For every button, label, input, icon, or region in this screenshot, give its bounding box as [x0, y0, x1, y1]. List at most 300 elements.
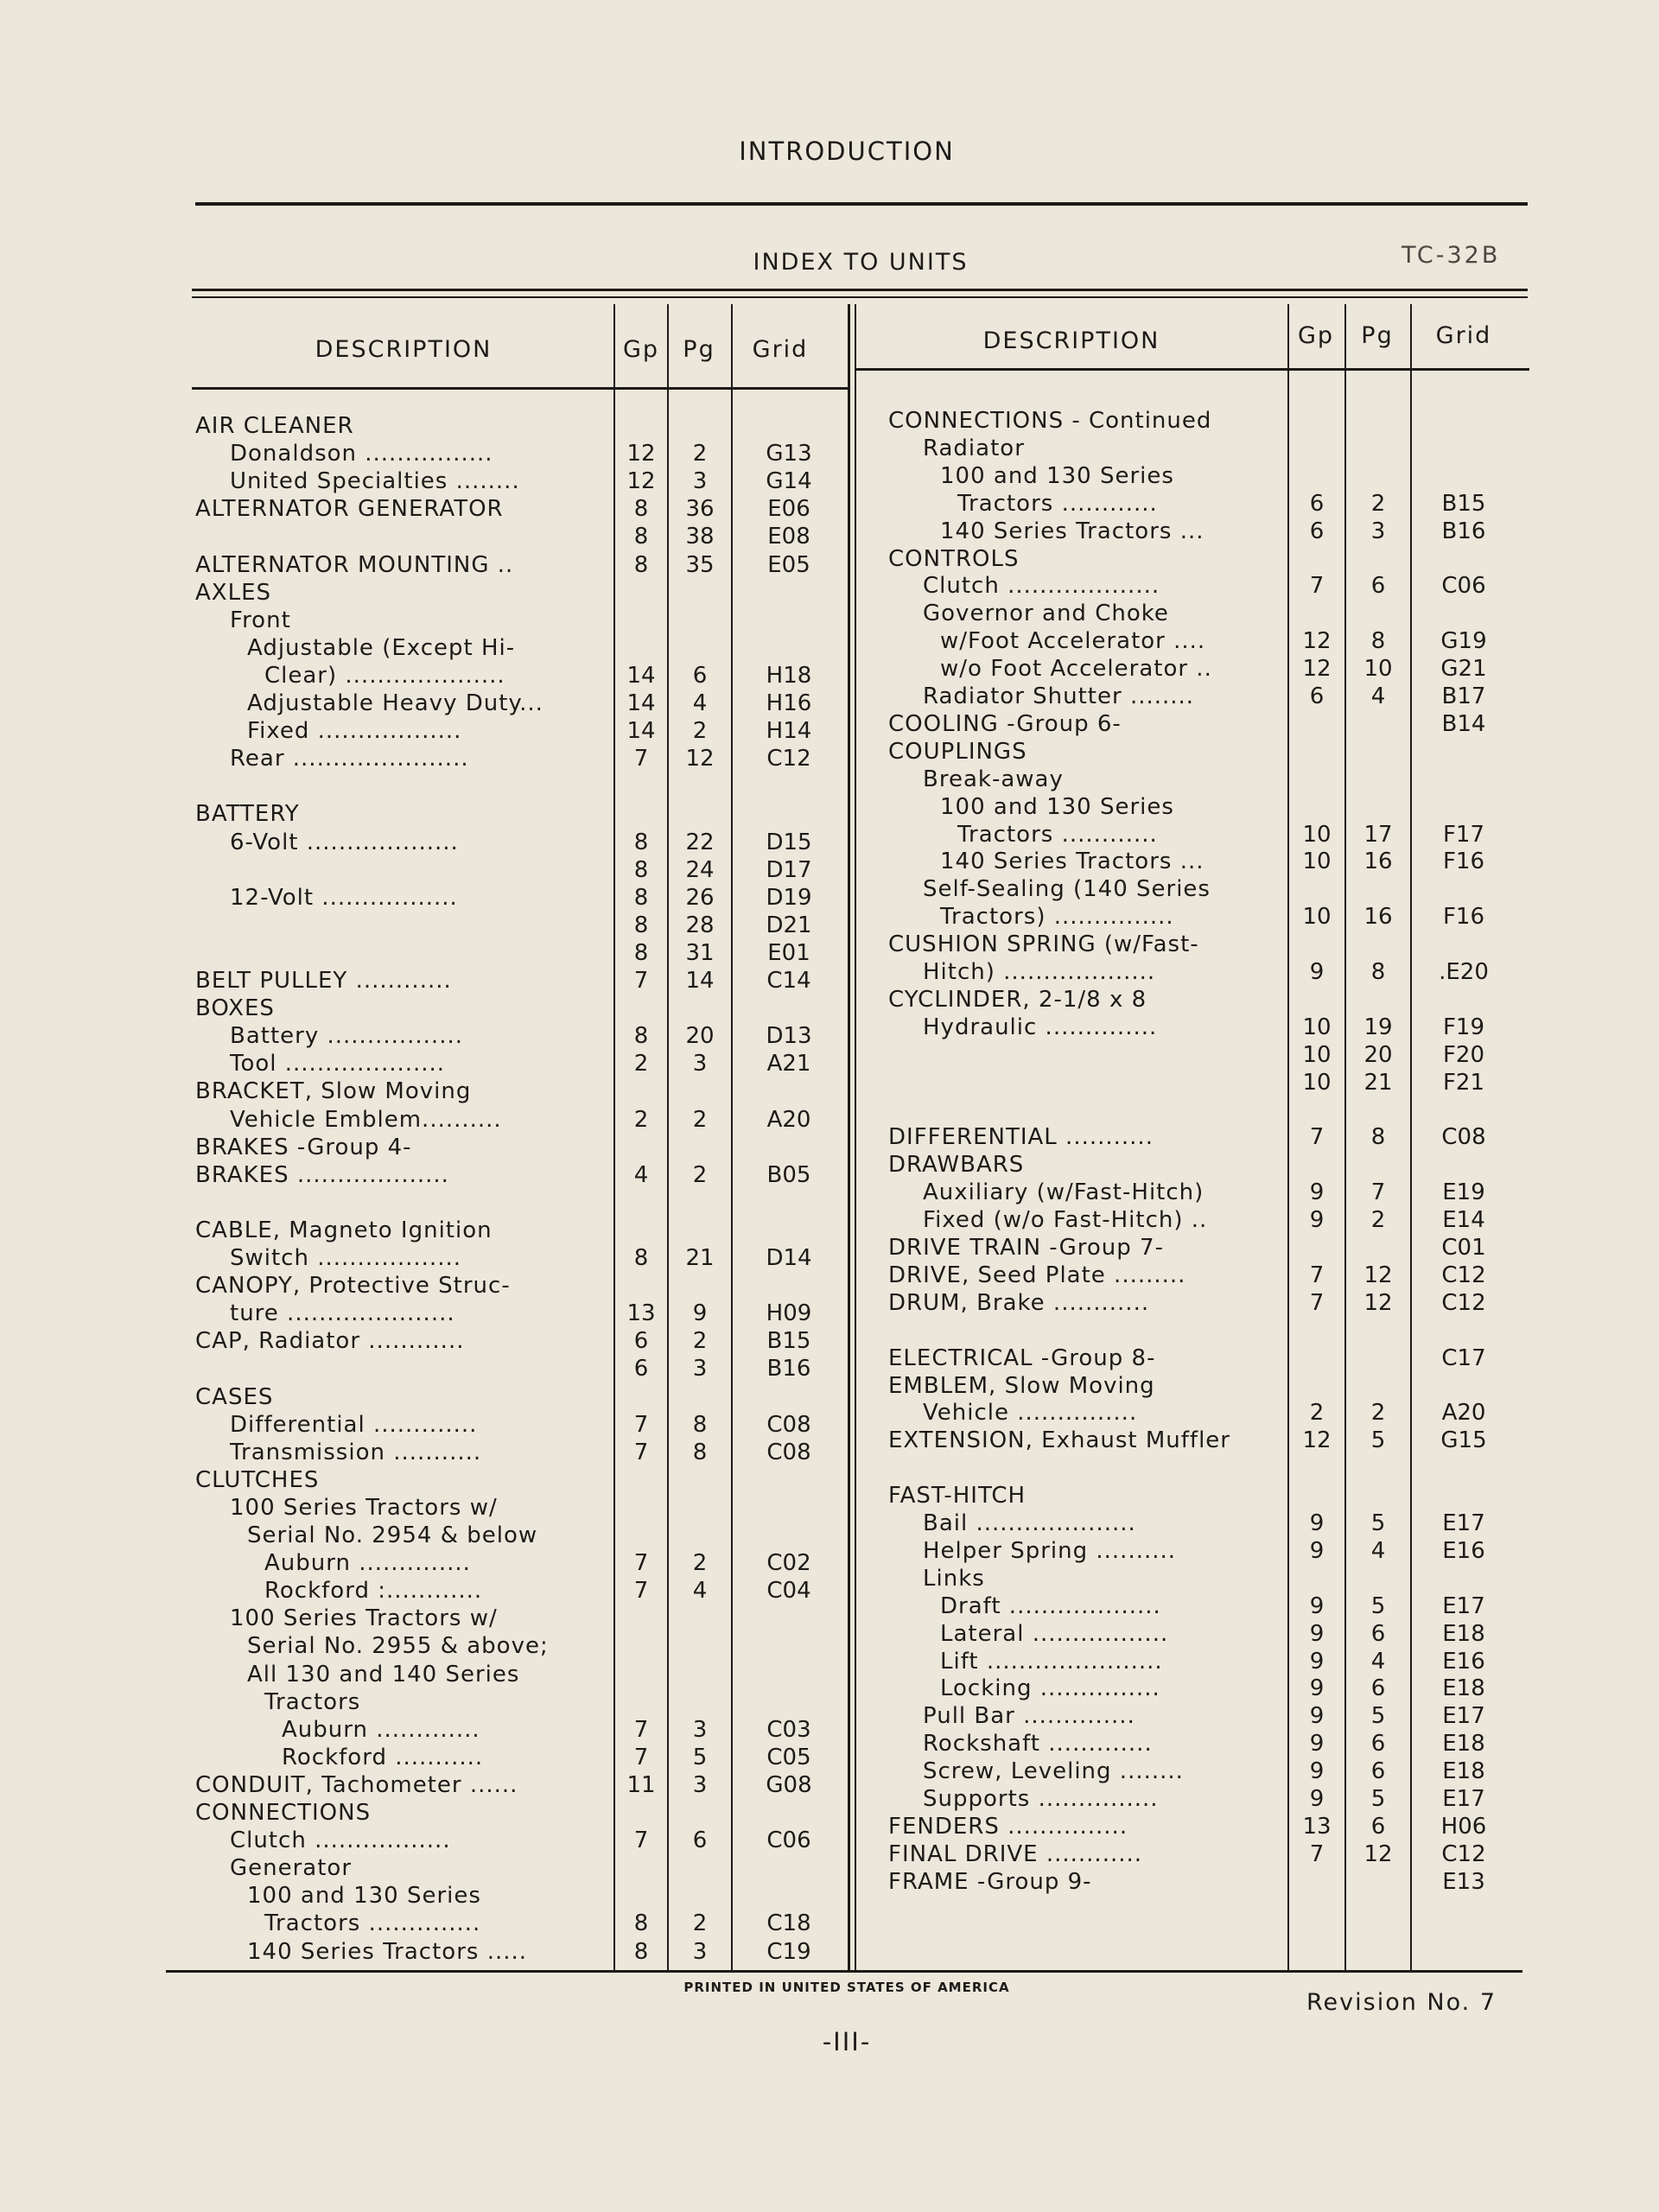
- table-row: [0, 1318, 1659, 1344]
- row-gp: 6: [633, 1328, 649, 1355]
- table-row: [0, 1373, 1659, 1399]
- row-grid: H16: [766, 690, 812, 716]
- row-description: Switch ..................: [230, 1245, 461, 1271]
- row-description: CAP, Radiator ............: [195, 1328, 465, 1355]
- row-description: Hitch) ...................: [923, 959, 1156, 985]
- row-description: Tractors) ...............: [940, 904, 1174, 931]
- document-code: TC-32B: [1402, 242, 1501, 269]
- table-row: [0, 1939, 1659, 1965]
- row-description: CLUTCHES: [195, 1466, 320, 1493]
- row-description: CABLE, Magneto Ignition: [195, 1217, 493, 1243]
- row-grid: E05: [767, 551, 810, 578]
- row-description: Draft ...................: [940, 1592, 1161, 1619]
- row-pg: 38: [685, 524, 715, 550]
- row-pg: 2: [692, 1550, 708, 1577]
- table-row: [0, 1910, 1659, 1936]
- row-pg: 6: [1370, 1675, 1386, 1702]
- row-pg: 12: [1363, 1840, 1393, 1867]
- table-row: [0, 628, 1659, 654]
- row-description: DRAWBARS: [888, 1152, 1025, 1179]
- row-pg: 6: [1370, 1620, 1386, 1647]
- row-gp: 6: [633, 1356, 649, 1382]
- row-grid: C14: [766, 968, 811, 994]
- row-pg: 3: [692, 1051, 708, 1077]
- row-pg: 2: [692, 718, 708, 745]
- row-description: ture .....................: [230, 1300, 455, 1327]
- row-grid: C01: [1441, 1235, 1486, 1261]
- row-grid: C08: [766, 1439, 811, 1465]
- table-row: [0, 1014, 1659, 1040]
- row-grid: E18: [1442, 1758, 1485, 1785]
- row-grid: C12: [766, 746, 811, 772]
- row-description: Clutch ...................: [923, 573, 1160, 600]
- row-grid: F19: [1442, 1014, 1485, 1040]
- row-description: Tractors ............: [957, 821, 1158, 848]
- row-grid: C08: [766, 1411, 811, 1438]
- row-gp: 6: [1309, 490, 1325, 517]
- revision-label: Revision No. 7: [1306, 1989, 1497, 2016]
- table-row: [0, 683, 1659, 709]
- row-gp: 10: [1302, 904, 1332, 931]
- row-grid: .E20: [1439, 959, 1489, 985]
- row-gp: 10: [1302, 821, 1332, 848]
- row-description: CANOPY, Protective Struc-: [195, 1273, 511, 1300]
- row-grid: B15: [766, 1328, 811, 1355]
- row-description: Tractors: [264, 1688, 361, 1715]
- row-grid: C06: [766, 1827, 811, 1854]
- row-grid: D14: [766, 1245, 812, 1271]
- row-pg: 2: [692, 441, 708, 467]
- row-grid: C17: [1441, 1344, 1486, 1371]
- row-description: Auxiliary (w/Fast-Hitch): [923, 1179, 1205, 1206]
- row-description: Locking ...............: [940, 1675, 1160, 1702]
- row-description: Lift ......................: [940, 1648, 1163, 1675]
- row-pg: 12: [685, 746, 715, 772]
- column-header-grid: Grid: [752, 336, 809, 363]
- column-header-gp: Gp: [1297, 322, 1335, 349]
- row-description: Supports ...............: [923, 1786, 1159, 1812]
- row-description: DRUM, Brake ............: [888, 1289, 1150, 1316]
- row-gp: 2: [1309, 1400, 1325, 1427]
- row-gp: 11: [626, 1771, 656, 1798]
- table-row: [0, 1152, 1659, 1178]
- row-gp: 7: [633, 1550, 649, 1577]
- row-grid: C12: [1441, 1840, 1486, 1867]
- row-description: COUPLINGS: [888, 738, 1027, 765]
- table-row: [0, 491, 1659, 517]
- table-row: [0, 711, 1659, 737]
- row-description: AXLES: [195, 579, 272, 606]
- row-description: Rockford :............: [264, 1578, 483, 1605]
- row-pg: 2: [1370, 1207, 1386, 1234]
- row-description: Screw, Leveling ........: [923, 1758, 1184, 1785]
- row-description: ALTERNATOR MOUNTING ..: [195, 551, 514, 578]
- printed-note: PRINTED IN UNITED STATES OF AMERICA: [683, 1980, 1010, 1995]
- row-pg: 8: [1370, 1124, 1386, 1151]
- row-description: 100 Series Tractors w/: [230, 1494, 498, 1521]
- row-pg: 6: [1370, 1813, 1386, 1840]
- table-row: [0, 1483, 1659, 1509]
- table-row: [0, 1042, 1659, 1068]
- row-grid: F17: [1442, 821, 1485, 848]
- row-pg: 3: [692, 1716, 708, 1743]
- table-row: [0, 601, 1659, 626]
- column-header-gp: Gp: [622, 336, 660, 363]
- row-grid: C06: [1441, 573, 1486, 600]
- row-pg: 5: [1370, 1703, 1386, 1730]
- table-row: [0, 435, 1659, 461]
- row-description: Break-away: [923, 766, 1064, 792]
- column-header-description: DESCRIPTION: [315, 336, 493, 363]
- row-description: Clutch .................: [230, 1827, 451, 1854]
- row-gp: 9: [1309, 1537, 1325, 1564]
- row-gp: 9: [1309, 1510, 1325, 1536]
- row-gp: 13: [1302, 1813, 1332, 1840]
- row-pg: 31: [685, 939, 715, 966]
- row-pg: 3: [692, 1771, 708, 1798]
- row-pg: 6: [692, 662, 708, 689]
- row-gp: 8: [633, 856, 649, 883]
- row-description: Auburn ..............: [264, 1550, 471, 1577]
- row-gp: 7: [633, 746, 649, 772]
- row-grid: E17: [1442, 1786, 1485, 1812]
- table-row: [0, 1538, 1659, 1564]
- table-row: [0, 849, 1659, 874]
- row-gp: 8: [633, 884, 649, 911]
- row-description: Adjustable (Except Hi-: [247, 634, 516, 661]
- row-grid: E06: [767, 496, 810, 523]
- row-grid: C04: [766, 1578, 811, 1605]
- row-description: BATTERY: [195, 801, 300, 828]
- row-gp: 9: [1309, 1207, 1325, 1234]
- row-gp: 13: [626, 1300, 656, 1327]
- row-description: FRAME -Group 9-: [888, 1868, 1092, 1895]
- row-grid: E19: [1442, 1179, 1485, 1206]
- table-row: [0, 1814, 1659, 1840]
- row-grid: G15: [1440, 1427, 1487, 1454]
- row-grid: C08: [1441, 1124, 1486, 1151]
- row-description: COOLING -Group 6-: [888, 710, 1122, 737]
- table-row: [0, 518, 1659, 544]
- row-gp: 9: [1309, 1592, 1325, 1619]
- row-pg: 2: [692, 1328, 708, 1355]
- row-gp: 9: [1309, 1731, 1325, 1758]
- row-gp: 7: [633, 968, 649, 994]
- row-description: 100 Series Tractors w/: [230, 1605, 498, 1632]
- row-description: BELT PULLEY ............: [195, 968, 452, 994]
- table-row: [0, 1124, 1659, 1150]
- row-gp: 12: [1302, 656, 1332, 683]
- row-grid: F16: [1442, 904, 1485, 931]
- header-double-rule-b: [192, 296, 1528, 298]
- row-description: Differential .............: [230, 1411, 478, 1438]
- row-grid: E18: [1442, 1620, 1485, 1647]
- row-pg: 8: [1370, 959, 1386, 985]
- row-pg: 4: [692, 690, 708, 716]
- row-gp: 14: [626, 718, 656, 745]
- table-bottom-rule: [166, 1970, 1522, 1973]
- row-description: Self-Sealing (140 Series: [923, 876, 1211, 903]
- row-pg: 10: [1363, 656, 1393, 683]
- table-row: [0, 987, 1659, 1013]
- row-pg: 8: [692, 1411, 708, 1438]
- row-grid: B15: [1441, 490, 1486, 517]
- row-pg: 2: [692, 1161, 708, 1188]
- row-pg: 17: [1363, 821, 1393, 848]
- row-pg: 20: [1363, 1041, 1393, 1068]
- row-grid: D21: [766, 912, 812, 938]
- table-row: [0, 463, 1659, 489]
- row-grid: G13: [766, 441, 812, 467]
- row-description: Fixed (w/o Fast-Hitch) ..: [923, 1207, 1208, 1234]
- column-header-pg: Pg: [1361, 322, 1394, 349]
- row-pg: 4: [692, 1578, 708, 1605]
- row-description: CONDUIT, Tachometer ......: [195, 1771, 518, 1798]
- row-pg: 5: [1370, 1427, 1386, 1454]
- row-gp: 8: [633, 496, 649, 523]
- row-description: CONTROLS: [888, 545, 1020, 572]
- row-pg: 6: [1370, 1731, 1386, 1758]
- row-description: Tool ....................: [230, 1051, 446, 1077]
- column-header-pg: Pg: [683, 336, 715, 363]
- row-description: FAST-HITCH: [888, 1483, 1027, 1510]
- row-gp: 12: [1302, 1427, 1332, 1454]
- table-row: [0, 1262, 1659, 1288]
- row-gp: 7: [633, 1578, 649, 1605]
- row-description: CASES: [195, 1383, 274, 1410]
- row-pg: 22: [685, 829, 715, 855]
- row-grid: E17: [1442, 1510, 1485, 1536]
- row-pg: 28: [685, 912, 715, 938]
- row-gp: 9: [1309, 1758, 1325, 1785]
- row-gp: 8: [633, 939, 649, 966]
- row-grid: A20: [766, 1106, 811, 1133]
- table-row: [0, 1235, 1659, 1261]
- row-gp: 14: [626, 662, 656, 689]
- table-row: [0, 822, 1659, 848]
- table-row: [0, 1345, 1659, 1371]
- row-description: DIFFERENTIAL ...........: [888, 1124, 1154, 1151]
- row-pg: 7: [1370, 1179, 1386, 1206]
- row-grid: F16: [1442, 849, 1485, 875]
- top-rule: [195, 202, 1528, 206]
- row-description: 140 Series Tractors ...: [940, 849, 1205, 875]
- row-grid: F21: [1442, 1069, 1485, 1096]
- row-gp: 9: [1309, 1786, 1325, 1812]
- row-pg: 16: [1363, 904, 1393, 931]
- row-gp: 10: [1302, 849, 1332, 875]
- row-gp: 7: [1309, 1289, 1325, 1316]
- table-row: [0, 1510, 1659, 1536]
- row-grid: C02: [766, 1550, 811, 1577]
- row-gp: 7: [633, 1411, 649, 1438]
- row-gp: 8: [633, 1023, 649, 1050]
- row-description: Transmission ...........: [230, 1439, 482, 1465]
- row-gp: 6: [1309, 683, 1325, 709]
- table-row: [0, 794, 1659, 820]
- row-grid: H09: [766, 1300, 812, 1327]
- row-gp: 2: [633, 1051, 649, 1077]
- row-gp: 9: [1309, 1675, 1325, 1702]
- row-description: Hydraulic ..............: [923, 1014, 1158, 1040]
- index-title: INDEX TO UNITS: [753, 249, 969, 276]
- table-row: [0, 546, 1659, 572]
- row-description: 100 and 130 Series: [247, 1883, 481, 1910]
- row-grid: D13: [766, 1023, 812, 1050]
- row-description: Rockford ...........: [282, 1744, 484, 1770]
- row-pg: 12: [1363, 1262, 1393, 1288]
- row-pg: 9: [692, 1300, 708, 1327]
- row-description: Donaldson ................: [230, 441, 493, 467]
- header-double-rule-a: [192, 289, 1528, 291]
- page-number: -III-: [822, 2027, 872, 2056]
- row-pg: 24: [685, 856, 715, 883]
- row-description: Generator: [230, 1855, 353, 1882]
- row-description: CUSHION SPRING (w/Fast-: [888, 931, 1199, 958]
- row-description: Radiator Shutter ........: [923, 683, 1195, 709]
- row-description: Battery .................: [230, 1023, 463, 1050]
- row-grid: E16: [1442, 1648, 1485, 1675]
- row-grid: G08: [766, 1771, 812, 1798]
- row-description: 100 and 130 Series: [940, 462, 1174, 489]
- table-row: [0, 904, 1659, 930]
- row-description: EMBLEM, Slow Moving: [888, 1372, 1155, 1399]
- table-row: [0, 766, 1659, 792]
- row-description: Vehicle ...............: [923, 1400, 1138, 1427]
- row-description: w/o Foot Accelerator ..: [940, 656, 1212, 683]
- row-description: Fixed ..................: [247, 718, 462, 745]
- row-gp: 12: [626, 468, 656, 495]
- row-grid: G14: [766, 468, 812, 495]
- row-description: Governor and Choke: [923, 601, 1169, 627]
- row-description: Vehicle Emblem..........: [230, 1106, 502, 1133]
- row-gp: 7: [1309, 1262, 1325, 1288]
- table-row: [0, 1427, 1659, 1453]
- table-row: [0, 1207, 1659, 1233]
- row-gp: 12: [1302, 628, 1332, 655]
- row-grid: B17: [1441, 683, 1486, 709]
- row-gp: 10: [1302, 1041, 1332, 1068]
- row-pg: 12: [1363, 1289, 1393, 1316]
- row-gp: 10: [1302, 1014, 1332, 1040]
- table-row: [0, 739, 1659, 765]
- row-description: FINAL DRIVE ............: [888, 1840, 1143, 1867]
- row-description: 100 and 130 Series: [940, 793, 1174, 820]
- column-header-description: DESCRIPTION: [982, 327, 1160, 354]
- table-row: [0, 1703, 1659, 1729]
- row-gp: 7: [1309, 1124, 1325, 1151]
- row-gp: 8: [633, 1938, 649, 1965]
- row-grid: E17: [1442, 1703, 1485, 1730]
- table-row: [0, 1566, 1659, 1592]
- table-row: [0, 959, 1659, 985]
- row-pg: 3: [1370, 518, 1386, 544]
- row-pg: 16: [1363, 849, 1393, 875]
- row-grid: C18: [766, 1910, 811, 1937]
- row-pg: 36: [685, 496, 715, 523]
- row-description: BRAKES -Group 4-: [195, 1134, 412, 1160]
- header-bottom-rule-left: [192, 387, 850, 390]
- table-row: [0, 573, 1659, 599]
- row-grid: E18: [1442, 1731, 1485, 1758]
- table-row: [0, 1841, 1659, 1867]
- row-gp: 8: [633, 829, 649, 855]
- row-grid: B05: [766, 1161, 811, 1188]
- row-grid: D19: [766, 884, 812, 911]
- table-row: [0, 1593, 1659, 1619]
- row-gp: 2: [633, 1106, 649, 1133]
- row-grid: D15: [766, 829, 812, 855]
- row-grid: B14: [1441, 710, 1486, 737]
- row-grid: E17: [1442, 1592, 1485, 1619]
- row-pg: 4: [1370, 1648, 1386, 1675]
- table-row: [0, 1675, 1659, 1701]
- row-grid: E08: [767, 524, 810, 550]
- row-description: 6-Volt ...................: [230, 829, 459, 855]
- row-gp: 7: [633, 1439, 649, 1465]
- table-row: [0, 1649, 1659, 1675]
- row-gp: 7: [633, 1827, 649, 1854]
- row-description: BRAKES ...................: [195, 1161, 449, 1188]
- row-description: Bail ....................: [923, 1510, 1136, 1536]
- table-row: [0, 1097, 1659, 1123]
- table-row: [0, 1290, 1659, 1316]
- row-grid: E14: [1442, 1207, 1485, 1234]
- row-description: Tractors ..............: [264, 1910, 481, 1937]
- row-description: Tractors ............: [957, 490, 1158, 517]
- table-row: [0, 656, 1659, 682]
- row-description: Front: [230, 607, 291, 633]
- column-header-grid: Grid: [1435, 322, 1492, 349]
- row-grid: E01: [767, 939, 810, 966]
- row-pg: 8: [1370, 628, 1386, 655]
- row-description: United Specialties ........: [230, 468, 520, 495]
- row-pg: 3: [692, 1938, 708, 1965]
- row-grid: H14: [766, 718, 812, 745]
- row-gp: 4: [633, 1161, 649, 1188]
- row-pg: 2: [1370, 1400, 1386, 1427]
- row-grid: F20: [1442, 1041, 1485, 1068]
- row-description: FENDERS ...............: [888, 1813, 1128, 1840]
- row-description: Radiator: [923, 435, 1025, 461]
- row-pg: 5: [1370, 1592, 1386, 1619]
- row-description: Adjustable Heavy Duty...: [247, 690, 543, 716]
- row-pg: 20: [685, 1023, 715, 1050]
- row-pg: 2: [692, 1106, 708, 1133]
- row-pg: 35: [685, 551, 715, 578]
- table-row: [0, 1869, 1659, 1895]
- table-row: [0, 1731, 1659, 1757]
- page-title: INTRODUCTION: [739, 137, 955, 166]
- row-description: All 130 and 140 Series: [247, 1661, 520, 1688]
- row-description: CYCLINDER, 2-1/8 x 8: [888, 986, 1147, 1013]
- row-gp: 12: [626, 441, 656, 467]
- row-description: Pull Bar ..............: [923, 1703, 1135, 1730]
- row-grid: C05: [766, 1744, 811, 1770]
- row-description: CONNECTIONS - Continued: [888, 408, 1212, 434]
- row-pg: 5: [1370, 1510, 1386, 1536]
- row-description: 140 Series Tractors .....: [247, 1938, 528, 1965]
- row-description: Rear ......................: [230, 746, 469, 772]
- row-grid: B16: [766, 1356, 811, 1382]
- row-gp: 6: [1309, 518, 1325, 544]
- header-bottom-rule-right: [855, 368, 1529, 371]
- row-grid: A21: [766, 1051, 811, 1077]
- row-pg: 19: [1363, 1014, 1393, 1040]
- row-gp: 9: [1309, 1179, 1325, 1206]
- row-grid: G21: [1440, 656, 1487, 683]
- row-description: Auburn .............: [282, 1716, 480, 1743]
